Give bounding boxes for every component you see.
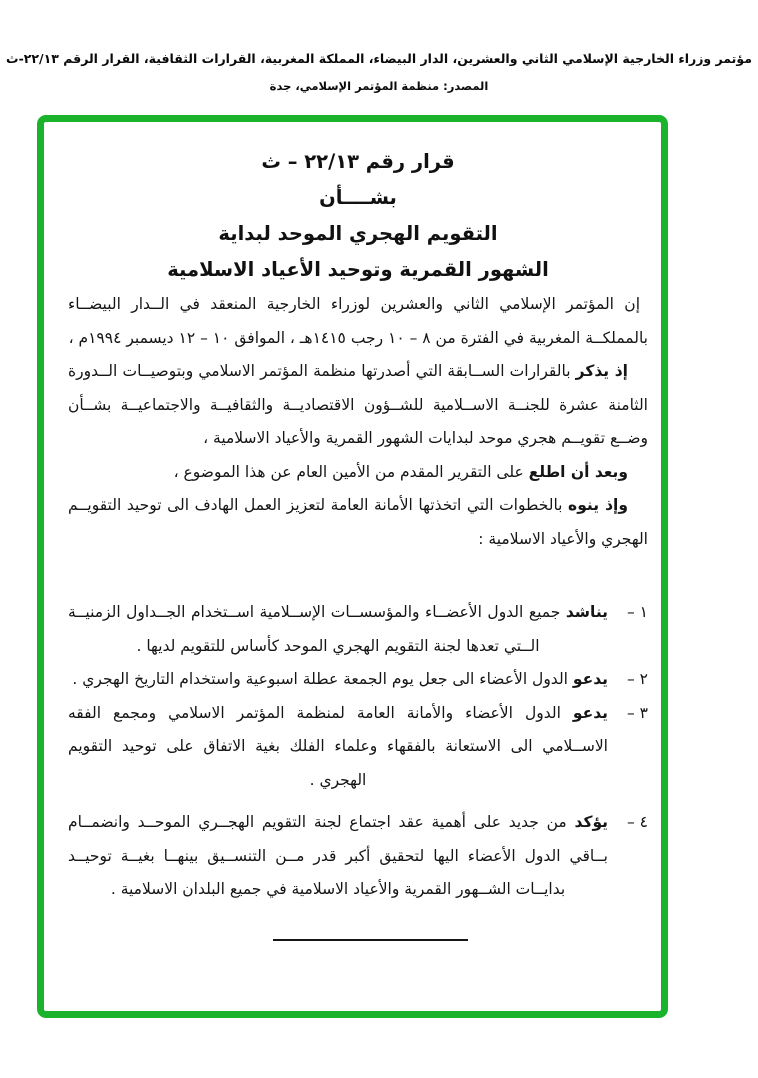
item-number-digit: ٤ <box>639 813 648 831</box>
preamble-section <box>68 288 648 556</box>
paragraph-lead: وإذ ينوه <box>568 496 628 514</box>
item-number <box>608 596 648 663</box>
resolution-title-block <box>68 144 648 288</box>
resolution-item-4 <box>68 806 648 907</box>
resolution-items-list <box>68 596 648 907</box>
item-text <box>68 697 608 798</box>
item-number <box>608 663 648 697</box>
item-number <box>608 697 648 798</box>
preamble-paragraph-conference <box>68 288 648 355</box>
header-line-2: المصدر: منظمة المؤتمر الإسلامي، جدة <box>269 79 489 93</box>
paragraph-lead: وبعد أن اطلع <box>528 462 628 481</box>
item-text <box>68 596 608 663</box>
item-number-dash: – <box>626 813 635 831</box>
resolution-item-2 <box>68 663 648 697</box>
resolution-item-3 <box>68 697 648 798</box>
item-number-dash: – <box>626 703 635 722</box>
resolution-green-frame <box>37 115 668 1018</box>
item-number-digit: ٣ <box>639 703 648 722</box>
resolution-item-1 <box>68 596 648 663</box>
item-number-digit: ١ <box>639 603 648 621</box>
item-lead-verb: يؤكد <box>574 813 608 831</box>
header-line-1: مؤتمر وزراء الخارجية الإسلامي الثاني والعشرين، الدار البيضاء، المملكة المغربية، القرارات الثقافية، القرار الرقم ٢٢/١٣-ث <box>6 51 752 66</box>
preamble-paragraph-noting <box>68 489 648 556</box>
title-regarding: بشــــأن <box>319 186 397 209</box>
item-body-text: الدول الأعضاء الى جعل يوم الجمعة عطلة اسبوعية واستخدام التاريخ الهجري . <box>72 670 573 688</box>
resolution-number-title: قرار رقم ٢٢/١٣ – ث <box>261 150 455 173</box>
paragraph-text: بالخطوات التي اتخذتها الأمانة العامة لتعزيز العمل الهادف الى توحيد التقويــم الهجري والأعياد الاسلامية : <box>68 496 648 548</box>
item-lead-verb: يناشد <box>565 603 608 621</box>
item-number <box>608 806 648 907</box>
item-text <box>68 806 608 907</box>
item-number-dash: – <box>626 603 635 621</box>
document-source-header <box>0 0 758 94</box>
title-subject-line-2: الشهور القمرية وتوحيد الأعياد الاسلامية <box>167 258 549 281</box>
footer-divider-line <box>273 939 468 941</box>
paragraph-text: بالقرارات الســابقة التي أصدرتها منظمة المؤتمر الاسلامي وبتوصيــات الــدورة الثامنة عشرة للجنــة الاســلامية للشــؤون الاقتصاديــة والثقافيــة والاجتماعيــة بشــأن وضــع تقويــم هجري موحد لبدايات الشهور القمرية والأعياد الاسلامية ، <box>68 362 648 447</box>
paragraph-text: على التقرير المقدم من الأمين العام عن هذا الموضوع ، <box>173 462 529 481</box>
paragraph-lead: إذ يذكر <box>575 362 628 380</box>
item-lead-verb: يدعو <box>572 670 608 688</box>
item-body-text: من جديد على أهمية عقد اجتماع لجنة التقويم الهجــري الموحــد وانضمــام بــاقي الدول الأعضاء اليها لتحقيق أكبر قدر مــن التنســيق بينهــا بغيــة توحيــد بدايــات الشــهور القمرية والأعياد الاسلامية في جميع البلدان الاسلامية . <box>68 813 608 898</box>
item-body-text: جميع الدول الأعضــاء والمؤسســات الإســلامية اســتخدام الجــداول الزمنيــة الــتي تعدها لجنة التقويم الهجري الموحد كأساس للتقويم لديها . <box>68 603 566 655</box>
preamble-paragraph-recalling <box>68 355 648 456</box>
item-number-digit: ٢ <box>639 670 648 688</box>
preamble-paragraph-report <box>68 456 648 490</box>
title-subject-line-1: التقويم الهجري الموحد لبداية <box>218 222 498 245</box>
item-lead-verb: يدعو <box>572 703 608 722</box>
item-text <box>68 663 608 697</box>
item-number-dash: – <box>626 670 635 688</box>
item-body-text: الدول الأعضاء والأمانة العامة لمنظمة المؤتمر الاسلامي ومجمع الفقه الاســلامي الى الاستعانة بالفقهاء وعلماء الفلك بغية الاتفاق على توحيد التقويم الهجري . <box>68 703 608 789</box>
paragraph-text: إن المؤتمر الإسلامي الثاني والعشرين لوزراء الخارجية المنعقد في الــدار البيضــاء بالمملكــة المغربية في الفترة من ٨ – ١٠ رجب ١٤١٥هـ ، الموافق ١٠ – ١٢ ديسمبر ١٩٩٤م ، <box>68 295 648 347</box>
